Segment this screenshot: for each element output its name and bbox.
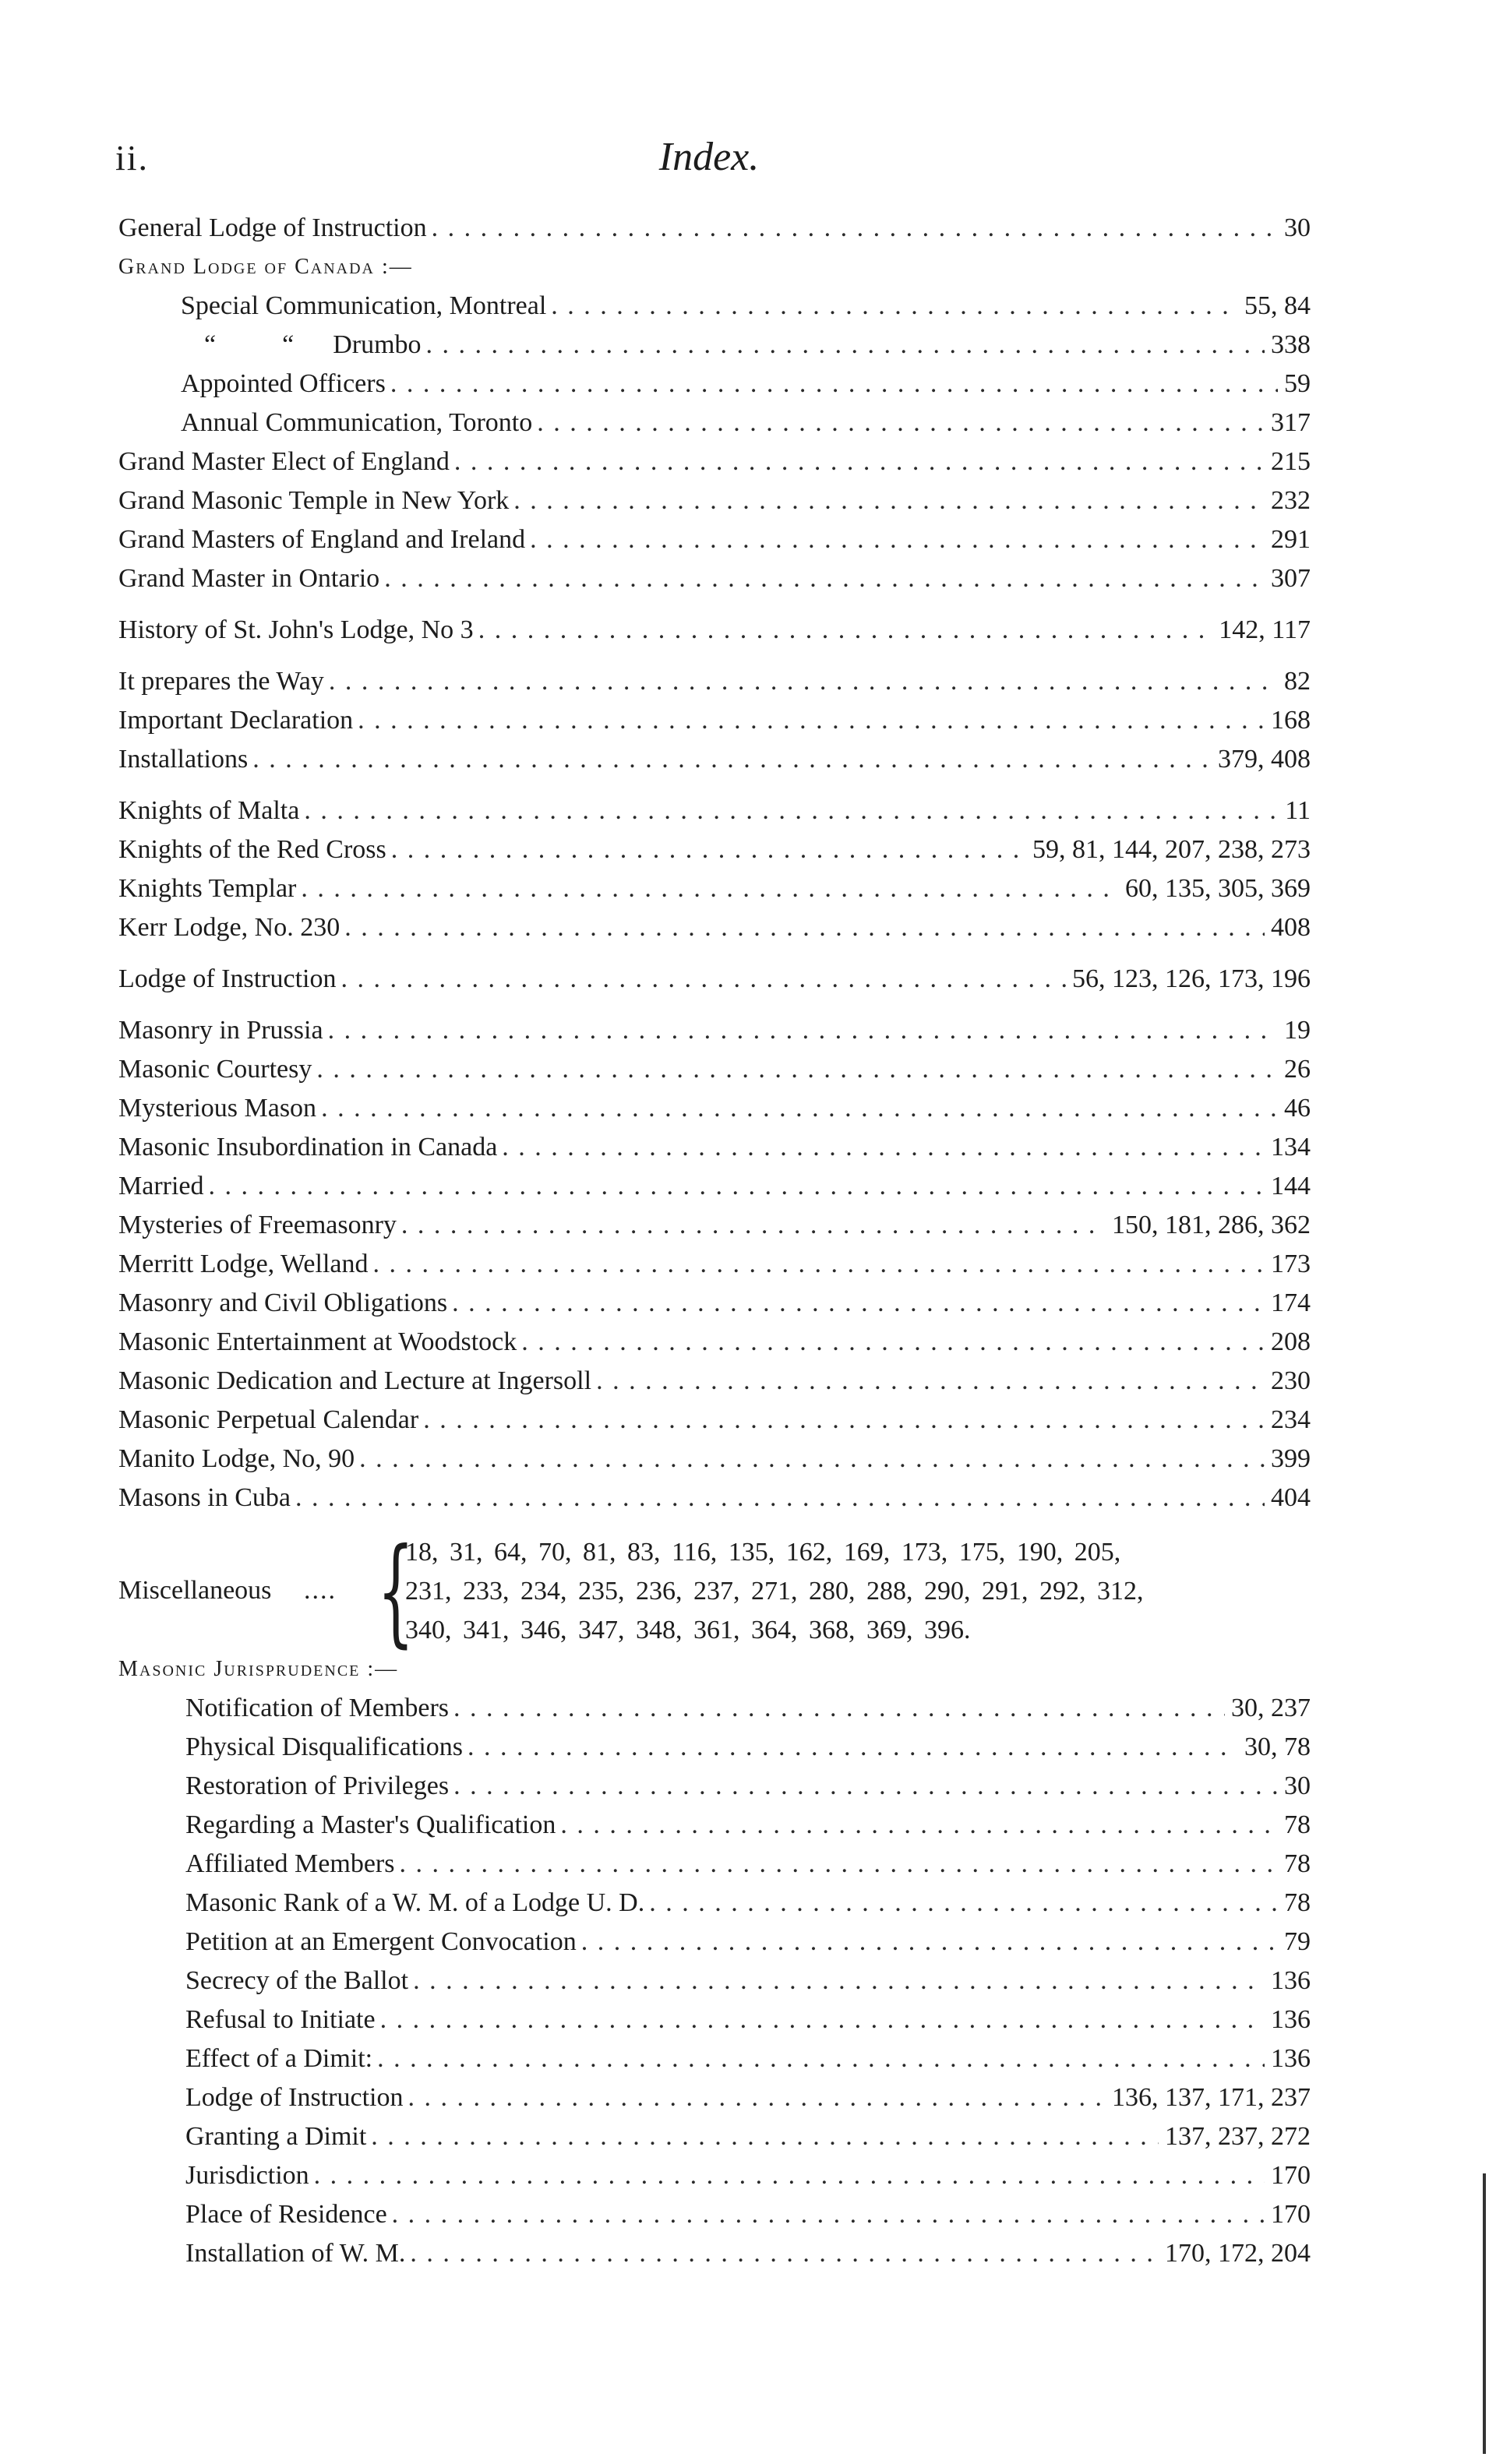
jurisprudence-entry — [185, 1884, 1311, 1923]
dot-leader — [560, 1806, 1278, 1845]
entry-pages: 134 — [1271, 1133, 1311, 1161]
index-entry — [118, 611, 1311, 650]
dot-leader — [413, 1962, 1265, 2000]
dot-leader — [452, 1284, 1265, 1323]
entry-pages: 170 — [1271, 2200, 1311, 2229]
entry-pages: 142, 117 — [1219, 615, 1311, 644]
entry-pages: 30 — [1284, 213, 1311, 242]
jurisprudence-entry — [185, 2117, 1311, 2156]
dot-leader — [390, 365, 1278, 404]
entry-pages: 174 — [1271, 1288, 1311, 1317]
entry-pages: 168 — [1271, 706, 1311, 735]
entry-pages: 307 — [1271, 564, 1311, 593]
index-entry — [181, 365, 1311, 404]
dot-leader — [426, 326, 1265, 365]
entry-title: Grand Master Elect of England — [118, 447, 450, 476]
index-entry — [181, 326, 1311, 365]
dot-leader — [468, 1728, 1238, 1767]
dot-leader — [537, 404, 1265, 442]
section-heading: Masonic Jurisprudence :— — [118, 1657, 399, 1681]
entry-title: Appointed Officers — [181, 369, 386, 398]
index-entry — [118, 1167, 1311, 1206]
entry-title: Notification of Members — [185, 1694, 450, 1722]
entry-pages: 46 — [1284, 1094, 1311, 1123]
entry-title: Knights of the Red Cross — [118, 835, 386, 864]
dot-leader — [551, 287, 1238, 326]
index-entry — [118, 830, 1311, 869]
jurisprudence-entry — [185, 1767, 1311, 1806]
entry-title: Installations — [118, 745, 249, 774]
entry-title: Annual Communication, Toronto — [181, 408, 533, 437]
entry-title: Grand Lodge of Canada :— — [118, 255, 413, 279]
entry-pages: 78 — [1284, 1849, 1311, 1878]
jurisprudence-entry — [185, 1728, 1311, 1767]
entry-pages: 232 — [1271, 486, 1311, 515]
miscellaneous-leader: .... — [304, 1576, 337, 1605]
entry-title: General Lodge of Instruction — [118, 213, 427, 242]
entry-pages: 137, 237, 272 — [1165, 2122, 1311, 2151]
dot-leader — [380, 2000, 1265, 2039]
entry-pages: 379, 408 — [1218, 745, 1311, 774]
dot-leader — [502, 1128, 1265, 1167]
dot-leader — [314, 2156, 1265, 2195]
index-entry — [118, 1479, 1311, 1518]
dot-leader — [454, 442, 1265, 481]
entry-title: Masons in Cuba — [118, 1483, 291, 1512]
index-entry — [118, 1050, 1311, 1089]
entry-title: Granting a Dimit — [185, 2122, 367, 2151]
jurisprudence-entry — [185, 2039, 1311, 2078]
entry-pages: 150, 181, 286, 362 — [1112, 1211, 1311, 1239]
index-entry — [118, 520, 1311, 559]
entry-title: Petition at an Emergent Convocation — [185, 1927, 577, 1956]
dot-leader — [295, 1479, 1265, 1518]
entry-title: Restoration of Privileges — [185, 1771, 450, 1800]
entry-pages: 208 — [1271, 1327, 1311, 1356]
page-title: Index. — [658, 135, 760, 179]
entry-pages: 56, 123, 126, 173, 196 — [1072, 964, 1311, 993]
entry-pages: 338 — [1271, 330, 1311, 359]
index-entry — [118, 960, 1311, 999]
dot-leader — [391, 830, 1026, 869]
index-entry — [118, 559, 1311, 598]
entry-title: Knights of Malta — [118, 796, 300, 825]
entry-title: Masonic Courtesy — [118, 1055, 312, 1084]
dot-leader — [401, 1206, 1106, 1245]
entry-pages: 79 — [1284, 1927, 1311, 1956]
entry-pages: 230 — [1271, 1366, 1311, 1395]
entry-pages: 291 — [1271, 525, 1311, 554]
dot-leader — [649, 1884, 1278, 1923]
entry-pages: 78 — [1284, 1888, 1311, 1917]
entry-title: Masonic Perpetual Calendar — [118, 1405, 419, 1434]
index-entry — [118, 1284, 1311, 1323]
brace-mark: { — [377, 1524, 415, 1659]
entry-pages: 59 — [1284, 369, 1311, 398]
dot-leader — [408, 2078, 1106, 2117]
entry-pages: 30 — [1284, 1771, 1311, 1800]
jurisprudence-entry — [185, 1806, 1311, 1845]
entry-title: Masonic Insubordination in Canada — [118, 1133, 498, 1161]
index-entry — [118, 662, 1311, 701]
dot-leader — [530, 520, 1265, 559]
dot-leader — [392, 2195, 1265, 2234]
index-entry — [118, 1089, 1311, 1128]
index-entry — [118, 248, 1311, 287]
dot-leader — [321, 1089, 1278, 1128]
index-entry — [118, 1128, 1311, 1167]
index-entry — [118, 209, 1311, 248]
entry-title: Masonry and Civil Obligations — [118, 1288, 448, 1317]
entry-title: Installation of W. M. — [185, 2239, 406, 2268]
dot-leader — [209, 1167, 1265, 1206]
miscellaneous-pages-line: 340, 341, 346, 347, 348, 361, 364, 368, 369, 396. — [405, 1616, 971, 1644]
jurisprudence-entry — [185, 2234, 1311, 2273]
dot-leader — [399, 1845, 1278, 1884]
entry-title: History of St. John's Lodge, No 3 — [118, 615, 474, 644]
index-entry — [181, 404, 1311, 442]
dot-leader — [453, 1767, 1278, 1806]
index-entry — [181, 287, 1311, 326]
entry-title: Masonry in Prussia — [118, 1016, 323, 1045]
entry-pages: 404 — [1271, 1483, 1311, 1512]
index-entry — [118, 1323, 1311, 1362]
dot-leader — [410, 2234, 1159, 2273]
index-entry — [118, 1011, 1311, 1050]
entry-title: Mysteries of Freemasonry — [118, 1211, 397, 1239]
entry-pages: 19 — [1284, 1016, 1311, 1045]
dot-leader — [478, 611, 1213, 650]
entry-title: Important Declaration — [118, 706, 354, 735]
entry-title: Drumbo — [333, 330, 422, 359]
dot-leader — [252, 740, 1212, 779]
miscellaneous-pages-line: 231, 233, 234, 235, 236, 237, 271, 280, 288, 290, 291, 292, 312, — [405, 1577, 1144, 1606]
entry-pages: 30, 78 — [1244, 1733, 1311, 1761]
entry-pages: 78 — [1284, 1810, 1311, 1839]
entry-pages: 30, 237 — [1231, 1694, 1311, 1722]
dot-leader — [596, 1362, 1265, 1401]
dot-leader — [344, 908, 1265, 947]
entry-pages: 234 — [1271, 1405, 1311, 1434]
jurisprudence-entry — [185, 1689, 1311, 1728]
dot-leader — [453, 1689, 1225, 1728]
miscellaneous-label: Miscellaneous — [118, 1576, 272, 1605]
jurisprudence-entry — [185, 1923, 1311, 1962]
entry-pages: 144 — [1271, 1172, 1311, 1200]
entry-title: Secrecy of the Ballot — [185, 1966, 409, 1995]
entry-pages: 408 — [1271, 913, 1311, 942]
entry-title: Special Communication, Montreal — [181, 291, 547, 320]
dot-leader — [328, 1011, 1278, 1050]
entry-title: Mysterious Mason — [118, 1094, 317, 1123]
entry-title: Masonic Rank of a W. M. of a Lodge U. D. — [185, 1888, 645, 1917]
miscellaneous-pages-line: 18, 31, 64, 70, 81, 83, 116, 135, 162, 169, 173, 175, 190, 205, — [405, 1538, 1121, 1567]
dot-leader — [341, 960, 1067, 999]
entry-title: Manito Lodge, No, 90 — [118, 1444, 355, 1473]
index-entry — [118, 1206, 1311, 1245]
jurisprudence-entry — [185, 2195, 1311, 2234]
entry-title: Lodge of Instruction — [185, 2083, 404, 2112]
entry-title: Grand Master in Ontario — [118, 564, 380, 593]
entry-pages: 60, 135, 305, 369 — [1125, 874, 1311, 903]
entry-title: Place of Residence — [185, 2200, 387, 2229]
dot-leader — [581, 1923, 1278, 1962]
index-entry — [118, 1362, 1311, 1401]
dot-leader — [521, 1323, 1265, 1362]
entry-title: Grand Masonic Temple in New York — [118, 486, 510, 515]
entry-title: Kerr Lodge, No. 230 — [118, 913, 340, 942]
jurisprudence-entry — [185, 2078, 1311, 2117]
index-entry — [118, 740, 1311, 779]
entry-title: Physical Disqualifications — [185, 1733, 464, 1761]
entry-title: Refusal to Initiate — [185, 2005, 376, 2034]
dot-leader — [358, 701, 1265, 740]
dot-leader — [432, 209, 1278, 248]
dot-leader — [423, 1401, 1265, 1440]
entry-title: Merritt Lodge, Welland — [118, 1250, 369, 1278]
index-entry — [118, 869, 1311, 908]
dot-leader — [384, 559, 1265, 598]
dot-leader — [371, 2117, 1159, 2156]
entry-pages: 136 — [1271, 2005, 1311, 2034]
entry-pages: 11 — [1285, 796, 1311, 825]
dot-leader — [513, 481, 1265, 520]
entry-title: Regarding a Master's Qualification — [185, 1810, 556, 1839]
entry-pages: 59, 81, 144, 207, 238, 273 — [1032, 835, 1311, 864]
entry-title: Affiliated Members — [185, 1849, 395, 1878]
index-entry — [118, 908, 1311, 947]
entry-pages: 317 — [1271, 408, 1311, 437]
dot-leader — [316, 1050, 1278, 1089]
entry-title: Grand Masters of England and Ireland — [118, 525, 526, 554]
dot-leader — [359, 1440, 1265, 1479]
jurisprudence-heading — [118, 1650, 1311, 1689]
entry-title: Effect of a Dimit: — [185, 2044, 373, 2073]
ditto-mark: “ “ — [204, 330, 295, 359]
entry-pages: 136, 137, 171, 237 — [1112, 2083, 1311, 2112]
index-entry — [118, 701, 1311, 740]
entry-pages: 82 — [1284, 667, 1311, 696]
page-number: ii. — [115, 138, 150, 178]
entry-pages: 170 — [1271, 2161, 1311, 2190]
jurisprudence-entry — [185, 1845, 1311, 1884]
dot-leader — [304, 791, 1279, 830]
index-entry — [118, 1401, 1311, 1440]
dot-leader — [377, 2039, 1265, 2078]
entry-title: Masonic Dedication and Lecture at Ingersoll — [118, 1366, 592, 1395]
dot-leader — [373, 1245, 1265, 1284]
jurisprudence-entry — [185, 1962, 1311, 2000]
entry-pages: 55, 84 — [1244, 291, 1311, 320]
scan-edge-mark — [1483, 2173, 1486, 2454]
entry-pages: 215 — [1271, 447, 1311, 476]
index-entry — [118, 442, 1311, 481]
entry-title: Lodge of Instruction — [118, 964, 337, 993]
index-entry — [118, 1440, 1311, 1479]
entry-pages: 136 — [1271, 1966, 1311, 1995]
index-entry — [118, 791, 1311, 830]
jurisprudence-entry — [185, 2000, 1311, 2039]
entry-pages: 170, 172, 204 — [1165, 2239, 1311, 2268]
entry-title: Knights Templar — [118, 874, 297, 903]
entry-title: Married — [118, 1172, 204, 1200]
entry-title: Masonic Entertainment at Woodstock — [118, 1327, 517, 1356]
entry-pages: 26 — [1284, 1055, 1311, 1084]
entry-pages: 399 — [1271, 1444, 1311, 1473]
dot-leader — [329, 662, 1278, 701]
entry-title: Jurisdiction — [185, 2161, 309, 2190]
index-entry — [118, 481, 1311, 520]
entry-title: It prepares the Way — [118, 667, 324, 696]
index-entry — [118, 1245, 1311, 1284]
dot-leader — [301, 869, 1119, 908]
entry-pages: 136 — [1271, 2044, 1311, 2073]
entry-pages: 173 — [1271, 1250, 1311, 1278]
jurisprudence-entry — [185, 2156, 1311, 2195]
